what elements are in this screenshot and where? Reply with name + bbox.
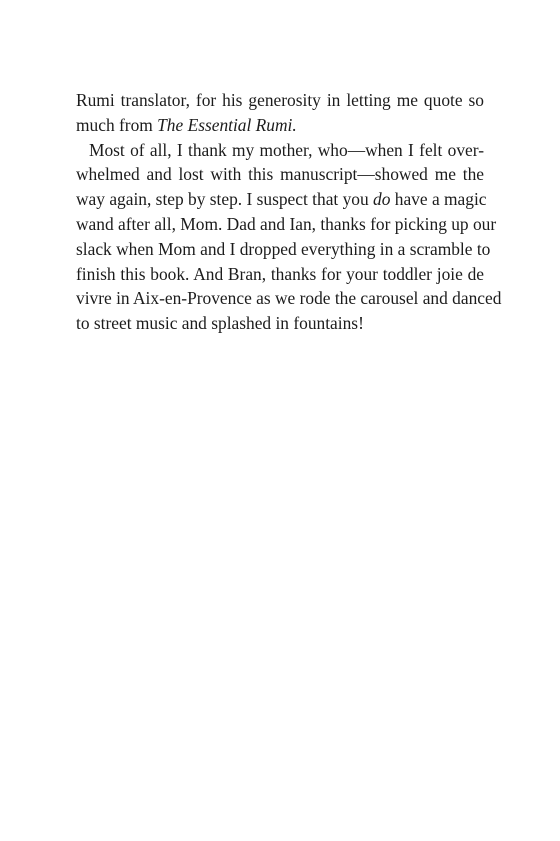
text-run: vivre in Aix-en-Provence as we rode the carousel and danced bbox=[76, 288, 502, 309]
text-line bbox=[76, 187, 487, 212]
text-line bbox=[76, 237, 491, 262]
book-title: The Essential Rumi. bbox=[157, 114, 297, 135]
text-run: Rumi translator, for his generosity in letting me quote so bbox=[76, 90, 484, 110]
text-run: to street music and splashed in fountains! bbox=[76, 313, 364, 334]
text-run: way again, step by step. I suspect that you bbox=[76, 189, 374, 210]
text-run: have a magic bbox=[390, 189, 487, 210]
text-run: much from bbox=[76, 114, 158, 135]
text-line bbox=[76, 113, 484, 138]
text-run: Most of all, I thank my mother, who—when I felt over- bbox=[89, 139, 484, 160]
text-run: whelmed and lost with this manuscript—showed me the bbox=[76, 164, 484, 185]
text-line bbox=[76, 162, 484, 187]
text-line bbox=[76, 212, 497, 237]
text-line bbox=[76, 262, 484, 287]
text-run: wand after all, Mom. Dad and Ian, thanks for picking up our bbox=[76, 213, 497, 234]
text-run: finish this book. And Bran, thanks for your toddler joie de bbox=[76, 263, 484, 284]
text-line bbox=[76, 88, 484, 113]
text-line bbox=[76, 286, 502, 311]
acknowledgments-text bbox=[76, 88, 502, 336]
emphasis: do bbox=[373, 189, 391, 210]
text-line bbox=[76, 138, 484, 163]
text-run: slack when Mom and I dropped everything in a scramble to bbox=[76, 238, 491, 259]
text-line bbox=[76, 311, 484, 336]
